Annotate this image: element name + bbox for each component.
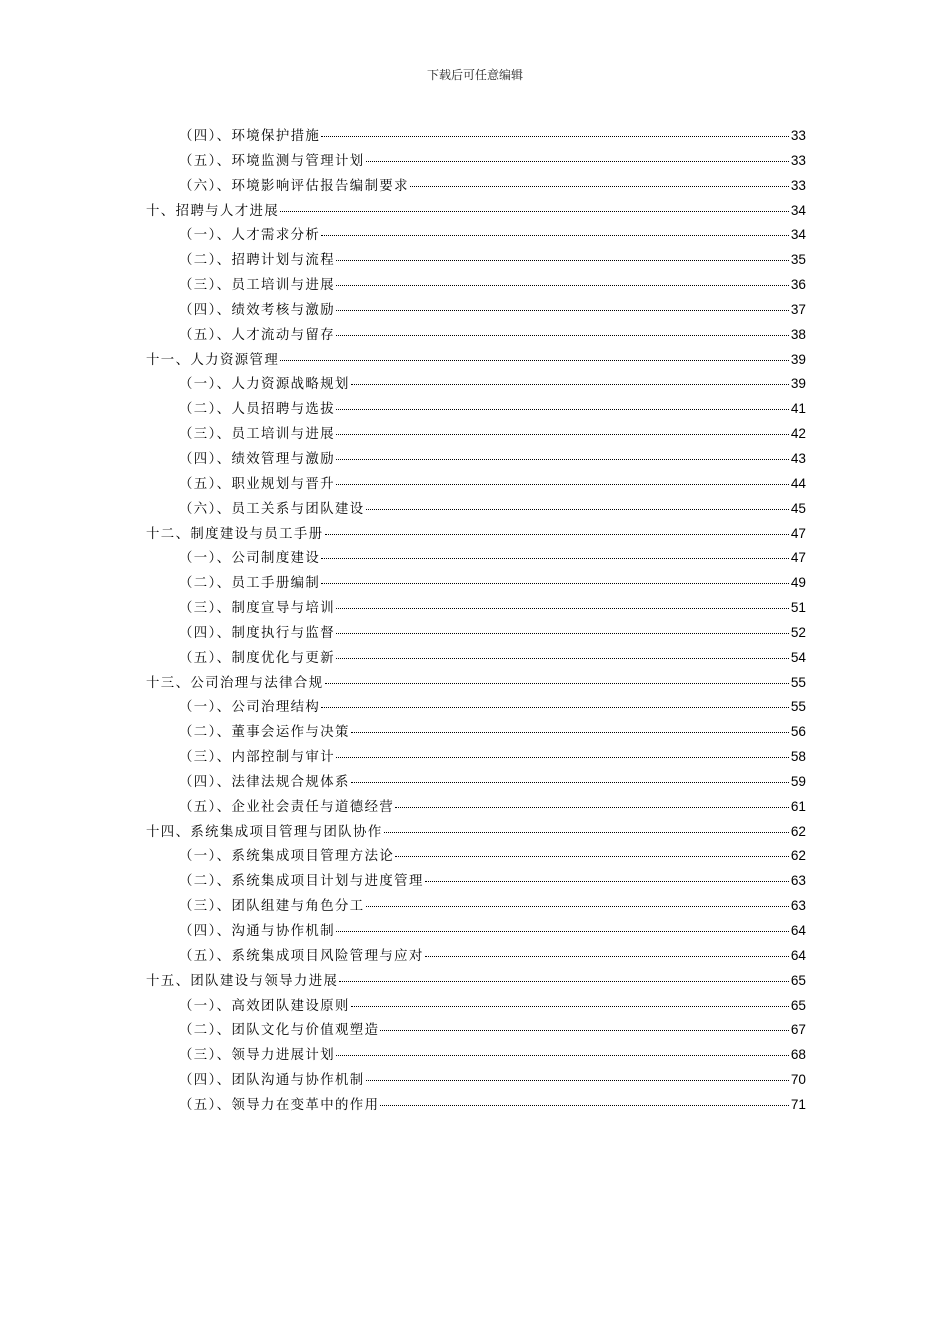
toc-chapter-entry[interactable] bbox=[146, 671, 806, 696]
toc-section-entry[interactable] bbox=[146, 298, 806, 323]
toc-dot-leader bbox=[336, 433, 789, 435]
toc-entry-title: （二）、招聘计划与流程 bbox=[179, 253, 335, 269]
toc-entry-title: （一）、高效团队建设原则 bbox=[179, 998, 350, 1014]
toc-section-entry[interactable] bbox=[146, 273, 806, 298]
toc-entry-page-number: 42 bbox=[790, 426, 806, 442]
toc-entry-page-number: 52 bbox=[790, 624, 806, 640]
toc-dot-leader bbox=[336, 930, 789, 932]
toc-dot-leader bbox=[425, 880, 789, 882]
toc-entry-title: （五）、制度优化与更新 bbox=[179, 650, 335, 666]
toc-entry-page-number: 37 bbox=[790, 301, 806, 317]
toc-entry-page-number: 54 bbox=[790, 649, 806, 665]
toc-entry-title: 十五、团队建设与领导力进展 bbox=[146, 973, 339, 989]
toc-entry-title: （五）、环境监测与管理计划 bbox=[179, 153, 365, 169]
toc-section-entry[interactable] bbox=[146, 223, 806, 248]
toc-dot-leader bbox=[384, 831, 789, 833]
toc-entry-title: （一）、公司制度建设 bbox=[179, 551, 321, 567]
toc-entry-title: （五）、人才流动与留存 bbox=[179, 327, 335, 343]
toc-entry-title: （一）、系统集成项目管理方法论 bbox=[179, 849, 395, 865]
toc-entry-title: 十四、系统集成项目管理与团队协作 bbox=[146, 824, 383, 840]
toc-dot-leader bbox=[380, 1029, 789, 1031]
toc-section-entry[interactable] bbox=[146, 1018, 806, 1043]
toc-dot-leader bbox=[280, 210, 789, 212]
toc-entry-page-number: 61 bbox=[790, 798, 806, 814]
toc-section-entry[interactable] bbox=[146, 894, 806, 919]
toc-dot-leader bbox=[336, 1054, 789, 1056]
table-of-contents bbox=[146, 124, 806, 1118]
toc-dot-leader bbox=[336, 408, 789, 410]
toc-dot-leader bbox=[336, 607, 789, 609]
toc-entry-title: 十一、人力资源管理 bbox=[146, 352, 280, 368]
toc-section-entry[interactable] bbox=[146, 596, 806, 621]
toc-entry-page-number: 68 bbox=[790, 1047, 806, 1063]
toc-entry-page-number: 51 bbox=[790, 600, 806, 616]
toc-dot-leader bbox=[321, 706, 789, 708]
toc-entry-page-number: 45 bbox=[790, 500, 806, 516]
toc-section-entry[interactable] bbox=[146, 795, 806, 820]
toc-section-entry[interactable] bbox=[146, 869, 806, 894]
toc-section-entry[interactable] bbox=[146, 447, 806, 472]
toc-dot-leader bbox=[336, 334, 789, 336]
toc-entry-page-number: 64 bbox=[790, 923, 806, 938]
toc-entry-title: （四）、团队沟通与协作机制 bbox=[179, 1073, 365, 1089]
toc-dot-leader bbox=[325, 682, 789, 684]
toc-entry-title: （五）、企业社会责任与道德经营 bbox=[179, 799, 395, 815]
toc-entry-page-number: 65 bbox=[790, 997, 806, 1013]
toc-entry-title: （二）、系统集成项目计划与进度管理 bbox=[179, 874, 424, 890]
toc-dot-leader bbox=[366, 160, 789, 162]
toc-entry-page-number: 33 bbox=[790, 152, 806, 168]
toc-dot-leader bbox=[336, 657, 789, 659]
toc-section-entry[interactable] bbox=[146, 944, 806, 969]
toc-entry-page-number: 63 bbox=[790, 873, 806, 889]
toc-entry-title: （二）、员工手册编制 bbox=[179, 576, 321, 592]
toc-entry-page-number: 39 bbox=[790, 351, 806, 367]
toc-entry-title: （四）、法律法规合规体系 bbox=[179, 774, 350, 790]
toc-dot-leader bbox=[336, 632, 789, 634]
toc-entry-title: （一）、公司治理结构 bbox=[179, 700, 321, 716]
toc-dot-leader bbox=[366, 508, 789, 510]
toc-section-entry[interactable] bbox=[146, 1068, 806, 1093]
toc-section-entry[interactable] bbox=[146, 174, 806, 199]
toc-dot-leader bbox=[380, 1104, 789, 1106]
toc-section-entry[interactable] bbox=[146, 1093, 806, 1118]
toc-section-entry[interactable] bbox=[146, 770, 806, 795]
toc-entry-page-number: 43 bbox=[790, 450, 806, 466]
toc-dot-leader bbox=[321, 557, 789, 559]
toc-section-entry[interactable] bbox=[146, 497, 806, 522]
toc-entry-title: （四）、环境保护措施 bbox=[179, 129, 321, 144]
toc-entry-page-number: 67 bbox=[790, 1022, 806, 1038]
toc-dot-leader bbox=[410, 185, 789, 187]
toc-section-entry[interactable] bbox=[146, 472, 806, 497]
toc-section-entry[interactable] bbox=[146, 571, 806, 596]
toc-chapter-entry[interactable] bbox=[146, 969, 806, 994]
toc-entry-page-number: 38 bbox=[790, 326, 806, 342]
toc-section-entry[interactable] bbox=[146, 248, 806, 273]
toc-section-entry[interactable] bbox=[146, 149, 806, 174]
toc-entry-title: 十、招聘与人才进展 bbox=[146, 203, 280, 219]
toc-dot-leader bbox=[351, 731, 789, 733]
toc-entry-page-number: 70 bbox=[790, 1072, 806, 1088]
toc-section-entry[interactable] bbox=[146, 844, 806, 869]
toc-entry-title: （一）、人力资源战略规划 bbox=[179, 377, 350, 393]
toc-chapter-entry[interactable] bbox=[146, 820, 806, 845]
toc-section-entry[interactable] bbox=[146, 397, 806, 422]
toc-dot-leader bbox=[336, 284, 789, 286]
toc-entry-title: 十二、制度建设与员工手册 bbox=[146, 526, 324, 542]
toc-entry-title: （三）、内部控制与审计 bbox=[179, 750, 335, 766]
toc-dot-leader bbox=[280, 359, 789, 361]
toc-dot-leader bbox=[321, 135, 789, 137]
toc-section-entry[interactable] bbox=[146, 546, 806, 571]
toc-section-entry[interactable] bbox=[146, 621, 806, 646]
toc-entry-page-number: 56 bbox=[790, 724, 806, 740]
toc-entry-page-number: 34 bbox=[790, 202, 806, 218]
toc-entry-title: 十三、公司治理与法律合规 bbox=[146, 675, 324, 691]
toc-entry-page-number: 41 bbox=[790, 401, 806, 417]
toc-entry-page-number: 58 bbox=[790, 749, 806, 765]
toc-entry-page-number: 71 bbox=[790, 1096, 806, 1112]
toc-entry-page-number: 47 bbox=[790, 525, 806, 541]
toc-entry-page-number: 65 bbox=[790, 972, 806, 988]
toc-entry-page-number: 35 bbox=[790, 252, 806, 268]
toc-entry-page-number: 55 bbox=[790, 699, 806, 715]
toc-chapter-entry[interactable] bbox=[146, 522, 806, 547]
toc-entry-title: （一）、人才需求分析 bbox=[179, 228, 321, 244]
toc-entry-page-number: 39 bbox=[790, 376, 806, 392]
toc-entry-page-number: 47 bbox=[790, 550, 806, 566]
toc-section-entry[interactable] bbox=[146, 372, 806, 397]
toc-dot-leader bbox=[325, 533, 789, 535]
toc-entry-title: （四）、沟通与协作机制 bbox=[179, 924, 335, 939]
toc-dot-leader bbox=[336, 483, 789, 485]
toc-dot-leader bbox=[336, 259, 789, 261]
toc-entry-page-number: 63 bbox=[790, 898, 806, 914]
toc-entry-title: （六）、环境影响评估报告编制要求 bbox=[179, 178, 409, 194]
toc-dot-leader bbox=[321, 582, 789, 584]
toc-dot-leader bbox=[395, 855, 789, 857]
toc-dot-leader bbox=[336, 458, 789, 460]
page-header: 下载后可任意编辑 bbox=[426, 68, 523, 82]
toc-section-entry[interactable] bbox=[146, 994, 806, 1019]
toc-entry-title: （四）、绩效考核与激励 bbox=[179, 302, 335, 318]
toc-entry-page-number: 34 bbox=[790, 227, 806, 243]
toc-entry-page-number: 55 bbox=[790, 674, 806, 690]
toc-entry-title: （六）、员工关系与团队建设 bbox=[179, 501, 365, 517]
toc-entry-page-number: 62 bbox=[790, 823, 806, 839]
toc-entry-page-number: 33 bbox=[790, 177, 806, 193]
toc-entry-title: （四）、制度执行与监督 bbox=[179, 625, 335, 641]
toc-section-entry[interactable] bbox=[146, 422, 806, 447]
toc-entry-page-number: 36 bbox=[790, 277, 806, 293]
toc-entry-page-number: 33 bbox=[790, 128, 806, 143]
toc-entry-page-number: 49 bbox=[790, 575, 806, 591]
toc-entry-title: （四）、绩效管理与激励 bbox=[179, 451, 335, 467]
toc-dot-leader bbox=[395, 806, 789, 808]
toc-section-entry[interactable] bbox=[146, 695, 806, 720]
toc-entry-title: （五）、领导力在变革中的作用 bbox=[179, 1097, 380, 1113]
toc-entry-title: （二）、董事会运作与决策 bbox=[179, 725, 350, 741]
toc-entry-title: （三）、员工培训与进展 bbox=[179, 427, 335, 443]
toc-chapter-entry[interactable] bbox=[146, 348, 806, 373]
toc-entry-title: （五）、系统集成项目风险管理与应对 bbox=[179, 948, 424, 964]
toc-section-entry[interactable] bbox=[146, 720, 806, 745]
toc-entry-page-number: 44 bbox=[790, 475, 806, 491]
toc-dot-leader bbox=[425, 955, 789, 957]
toc-entry-title: （五）、职业规划与晋升 bbox=[179, 476, 335, 492]
toc-section-entry[interactable] bbox=[146, 919, 806, 944]
toc-section-entry[interactable] bbox=[146, 323, 806, 348]
toc-entry-page-number: 62 bbox=[790, 848, 806, 864]
toc-entry-title: （三）、领导力进展计划 bbox=[179, 1048, 335, 1064]
toc-chapter-entry[interactable] bbox=[146, 199, 806, 224]
toc-dot-leader bbox=[366, 1079, 789, 1081]
toc-dot-leader bbox=[351, 781, 789, 783]
toc-dot-leader bbox=[321, 234, 789, 236]
toc-entry-page-number: 59 bbox=[790, 773, 806, 789]
toc-dot-leader bbox=[339, 980, 789, 982]
toc-entry-page-number: 64 bbox=[790, 947, 806, 963]
toc-dot-leader bbox=[351, 383, 789, 385]
toc-entry-title: （三）、制度宣导与培训 bbox=[179, 601, 335, 617]
toc-entry-title: （二）、团队文化与价值观塑造 bbox=[179, 1023, 380, 1039]
toc-section-entry[interactable] bbox=[146, 646, 806, 671]
toc-entry-title: （三）、团队组建与角色分工 bbox=[179, 899, 365, 915]
toc-dot-leader bbox=[366, 905, 789, 907]
toc-dot-leader bbox=[336, 309, 789, 311]
toc-section-entry[interactable] bbox=[146, 124, 806, 149]
toc-section-entry[interactable] bbox=[146, 1043, 806, 1068]
toc-entry-title: （二）、人员招聘与选拔 bbox=[179, 402, 335, 418]
toc-entry-title: （三）、员工培训与进展 bbox=[179, 278, 335, 294]
toc-section-entry[interactable] bbox=[146, 745, 806, 770]
toc-dot-leader bbox=[336, 756, 789, 758]
toc-dot-leader bbox=[351, 1005, 789, 1007]
